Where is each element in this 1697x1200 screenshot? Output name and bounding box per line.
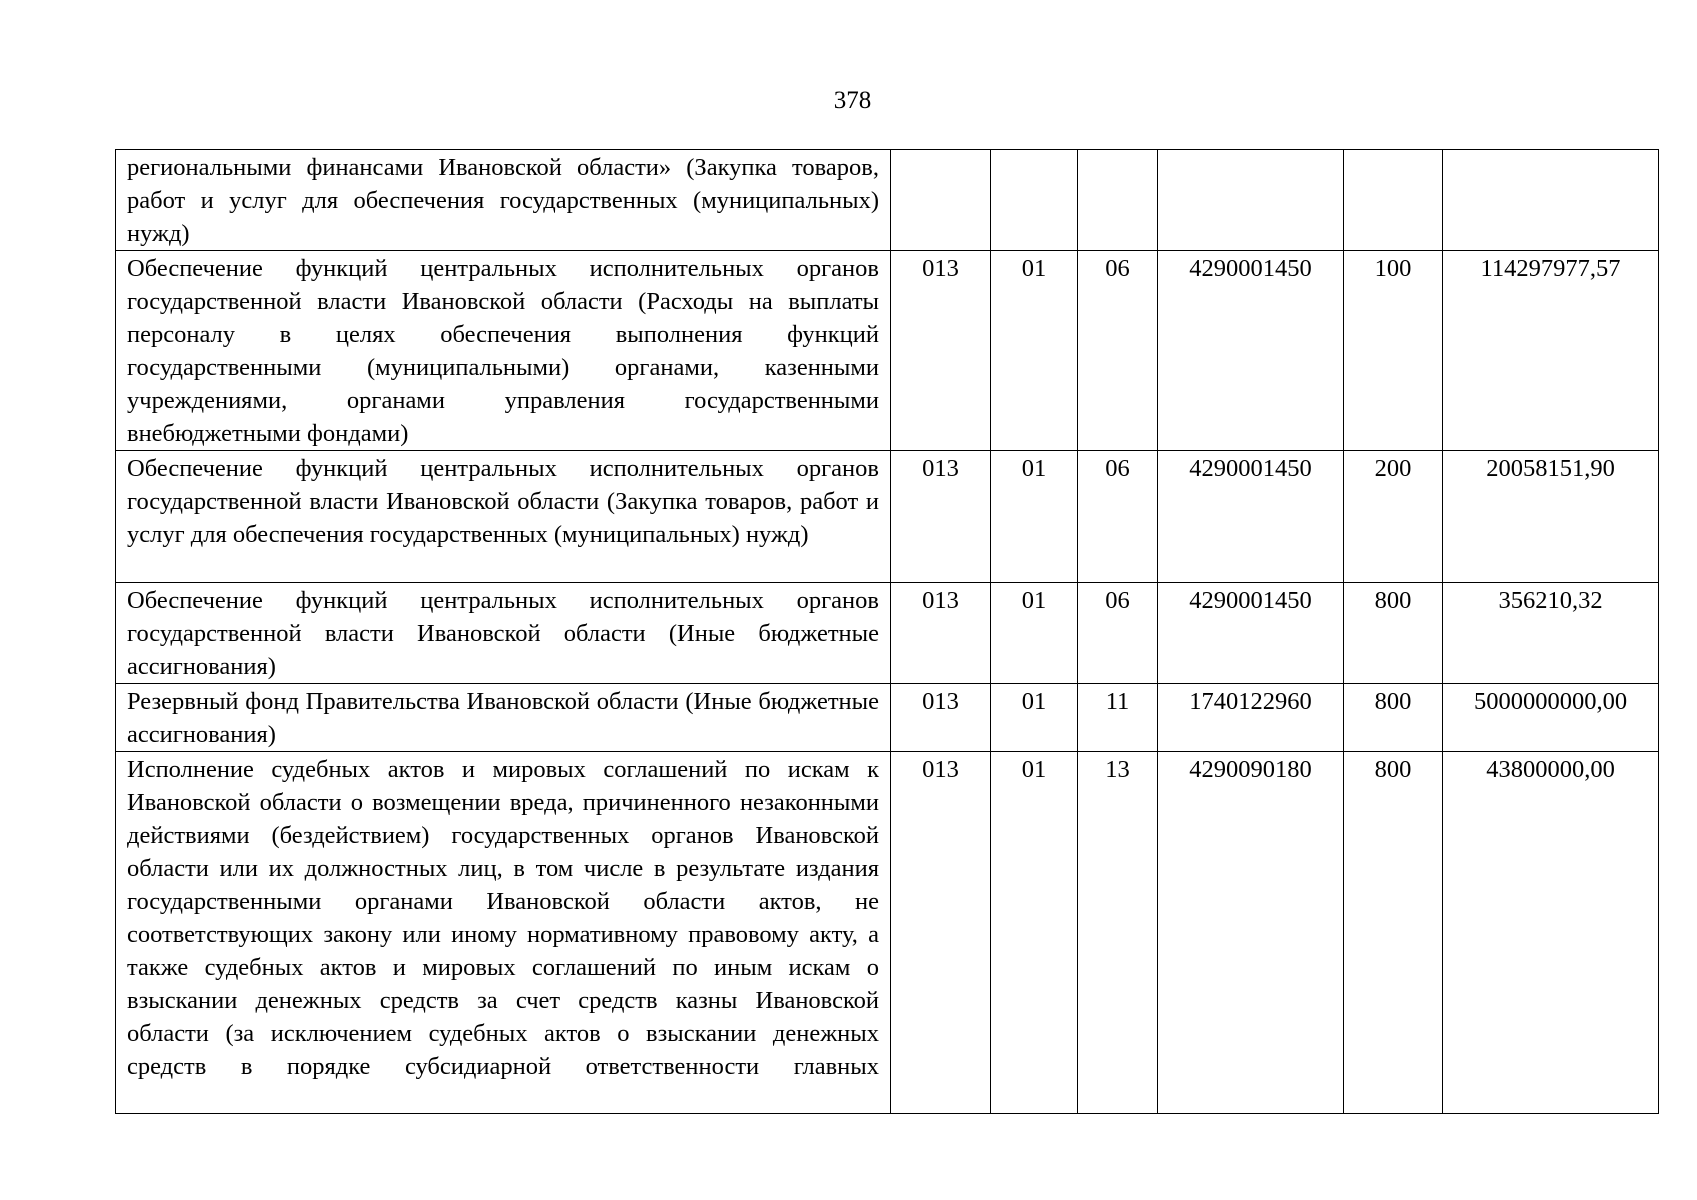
expense-type-code: 100 [1344,251,1443,451]
target-article-code: 4290001450 [1158,251,1344,451]
subsection-code: 06 [1078,251,1158,451]
row-description: Обеспечение функций центральных исполнительных органов государственной власти Ивановской области (Иные бюджетные ассигнования) [116,583,891,684]
ministry-code: 013 [891,684,991,752]
target-article-code: 4290001450 [1158,583,1344,684]
section-code: 01 [991,684,1078,752]
target-article-code: 4290001450 [1158,451,1344,583]
row-description: Обеспечение функций центральных исполнительных органов государственной власти Ивановской области (Закупка товаров, работ и услуг для обеспечения государственных (муниципальных) нужд) [116,451,891,583]
ministry-code: 013 [891,583,991,684]
subsection-code: 13 [1078,752,1158,1114]
row-description: региональными финансами Ивановской области» (Закупка товаров, работ и услуг для обеспечения государственных (муниципальных) нужд) [116,150,891,251]
table-row [116,451,1659,583]
target-article-code [1158,150,1344,251]
expense-type-code [1344,150,1443,251]
section-code [991,150,1078,251]
expense-type-code: 200 [1344,451,1443,583]
amount: 114297977,57 [1443,251,1659,451]
section-code: 01 [991,451,1078,583]
section-code: 01 [991,583,1078,684]
row-description: Обеспечение функций центральных исполнительных органов государственной власти Ивановской области (Расходы на выплаты персоналу в целях обеспечения выполнения функций государственными (муниципальными) органами, казенными учреждениями, органами управления государственными внебюджетными фондами) [116,251,891,451]
budget-table [115,149,1659,1114]
section-code: 01 [991,251,1078,451]
subsection-code [1078,150,1158,251]
ministry-code: 013 [891,451,991,583]
amount: 43800000,00 [1443,752,1659,1114]
target-article-code: 4290090180 [1158,752,1344,1114]
expense-type-code: 800 [1344,684,1443,752]
ministry-code: 013 [891,251,991,451]
page-number: 378 [833,87,872,114]
subsection-code: 06 [1078,583,1158,684]
amount: 356210,32 [1443,583,1659,684]
subsection-code: 11 [1078,684,1158,752]
target-article-code: 1740122960 [1158,684,1344,752]
subsection-code: 06 [1078,451,1158,583]
table-row [116,583,1659,684]
section-code: 01 [991,752,1078,1114]
expense-type-code: 800 [1344,752,1443,1114]
amount [1443,150,1659,251]
row-description: Резервный фонд Правительства Ивановской области (Иные бюджетные ассигнования) [116,684,891,752]
ministry-code [891,150,991,251]
amount: 5000000000,00 [1443,684,1659,752]
ministry-code: 013 [891,752,991,1114]
expense-type-code: 800 [1344,583,1443,684]
row-description: Исполнение судебных актов и мировых соглашений по искам к Ивановской области о возмещении вреда, причиненного незаконными действиями (бездействием) государственных органов Ивановской области или их должностных лиц, в том числе в результате издания государственными органами Ивановской области актов, не соответствующих закону или иному нормативному правовому акту, а также судебных актов и мировых соглашений по иным искам о взыскании денежных средств за счет средств казны Ивановской области (за исключением судебных актов о взыскании денежных средств в порядке субсидиарной ответственности главных [116,752,891,1114]
table-row [116,684,1659,752]
table-row [116,150,1659,251]
table-row [116,752,1659,1114]
table-row [116,251,1659,451]
amount: 20058151,90 [1443,451,1659,583]
